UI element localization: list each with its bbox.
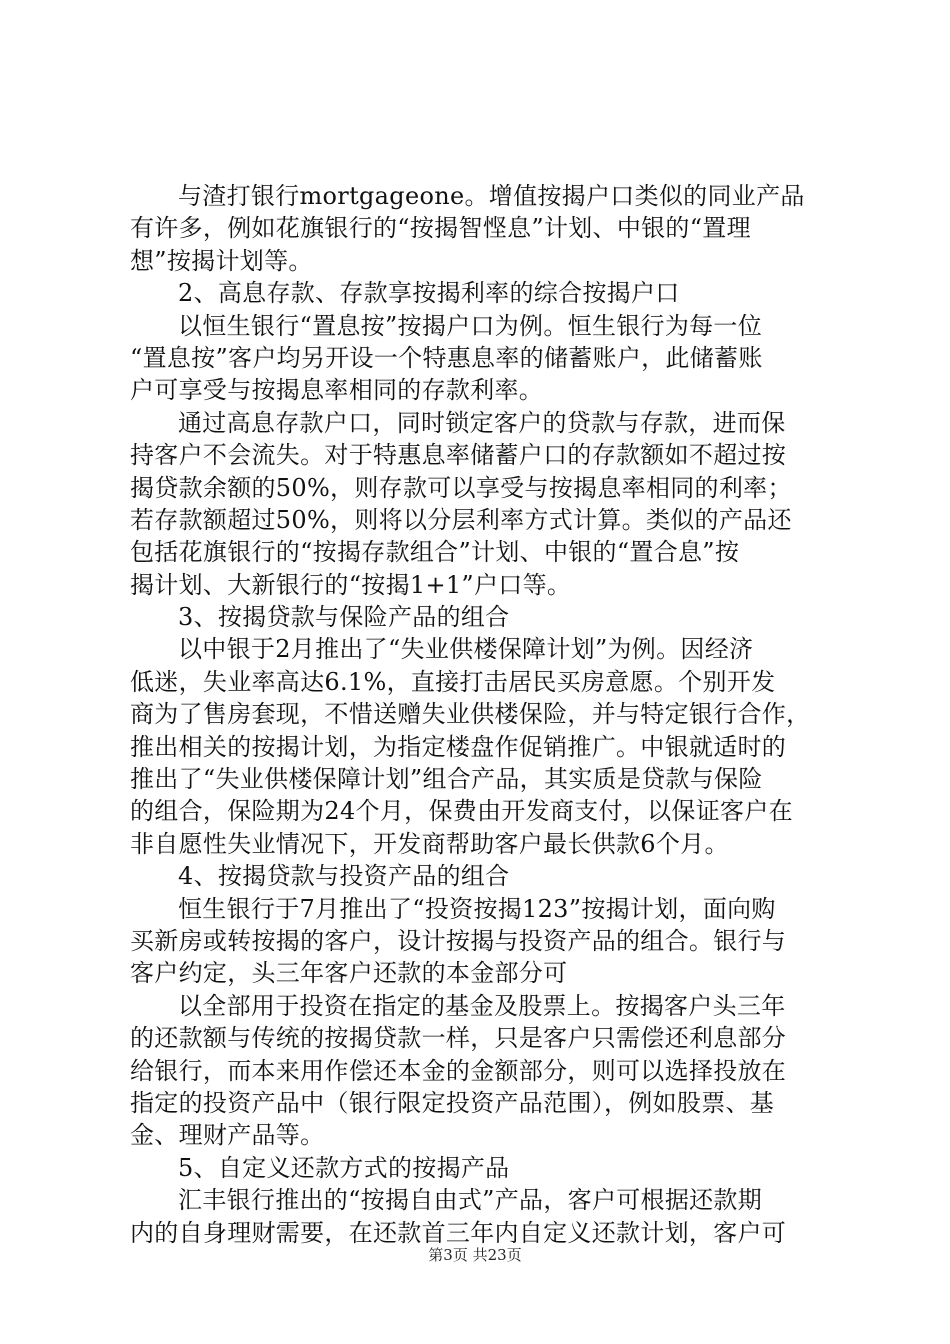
section-heading: 2、高息存款、存款享按揭利率的综合按揭户口: [178, 279, 680, 308]
text-line: 通过高息存款户口，同时锁定客户的贷款与存款，进而保: [178, 408, 786, 437]
text-line: 以恒生银行“置息按”按揭户口为例。恒生银行为每一位: [178, 311, 763, 340]
text-line: 户可享受与按揭息率相同的存款利率。: [130, 376, 544, 405]
text-line: 以全部用于投资在指定的基金及股票上。按揭客户头三年: [178, 991, 786, 1020]
text-line: 买新房或转按揭的客户，设计按揭与投资产品的组合。银行与: [130, 926, 787, 955]
text-line: 推出相关的按揭计划，为指定楼盘作促销推广。中银就适时的: [130, 732, 787, 761]
text-line: 揭贷款余额的50%，则存款可以享受与按揭息率相同的利率；: [130, 473, 792, 502]
text-line: 低迷，失业率高达6.1%，直接打击居民买房意愿。个别开发: [130, 667, 776, 696]
text-line: 给银行，而本来用作偿还本金的金额部分，则可以选择投放在: [130, 1056, 787, 1085]
text-line: 推出了“失业供楼保障计划”组合产品，其实质是贷款与保险: [130, 765, 763, 794]
text-line: 持客户不会流失。对于特惠息率储蓄户口的存款额如不超过按: [130, 441, 787, 470]
text-line: 的组合，保险期为24个月，保费由开发商支付，以保证客户在: [130, 797, 793, 826]
text-line: 想”按揭计划等。: [130, 246, 313, 275]
text-line: 有许多，例如花旗银行的“按揭智悭息”计划、中银的“置理: [130, 214, 751, 243]
text-line: 揭计划、大新银行的“按揭1+1”户口等。: [130, 570, 572, 599]
text-line: 商为了售房套现，不惜送赠失业供楼保险，并与特定银行合作，: [130, 700, 811, 729]
text-line: 的还款额与传统的按揭贷款一样，只是客户只需偿还利息部分: [130, 1024, 787, 1053]
text-line: 非自愿性失业情况下，开发商帮助客户最长供款6个月。: [130, 829, 729, 858]
section-heading: 3、按揭贷款与保险产品的组合: [178, 603, 510, 632]
text-line: 汇丰银行推出的“按揭自由式”产品，客户可根据还款期: [178, 1186, 763, 1215]
section-heading: 5、自定义还款方式的按揭产品: [178, 1153, 510, 1182]
text-line: 若存款额超过50%，则将以分层利率方式计算。类似的产品还: [130, 505, 792, 534]
text-line: 指定的投资产品中（银行限定投资产品范围），例如股票、基: [130, 1088, 775, 1117]
text-line: 客户约定，头三年客户还款的本金部分可: [130, 959, 568, 988]
text-line: 恒生银行于7月推出了“投资按揭123”按揭计划，面向购: [178, 894, 776, 923]
section-heading: 4、按揭贷款与投资产品的组合: [178, 862, 510, 891]
text-line: 金、理财产品等。: [130, 1121, 325, 1150]
page-footer: 第3页 共23页: [428, 1246, 522, 1264]
text-line: 与渣打银行mortgageone。增值按揭户口类似的同业产品: [178, 182, 805, 210]
text-line: 包括花旗银行的“按揭存款组合”计划、中银的“置合息”按: [130, 538, 740, 567]
text-line: “置息按”客户均另开设一个特惠息率的储蓄账户，此储蓄账: [130, 343, 763, 372]
text-line: 内的自身理财需要，在还款首三年内自定义还款计划，客户可: [130, 1218, 787, 1247]
body-text: [130, 180, 830, 1249]
text-line: 以中银于2月推出了“失业供楼保障计划”为例。因经济: [178, 635, 754, 664]
